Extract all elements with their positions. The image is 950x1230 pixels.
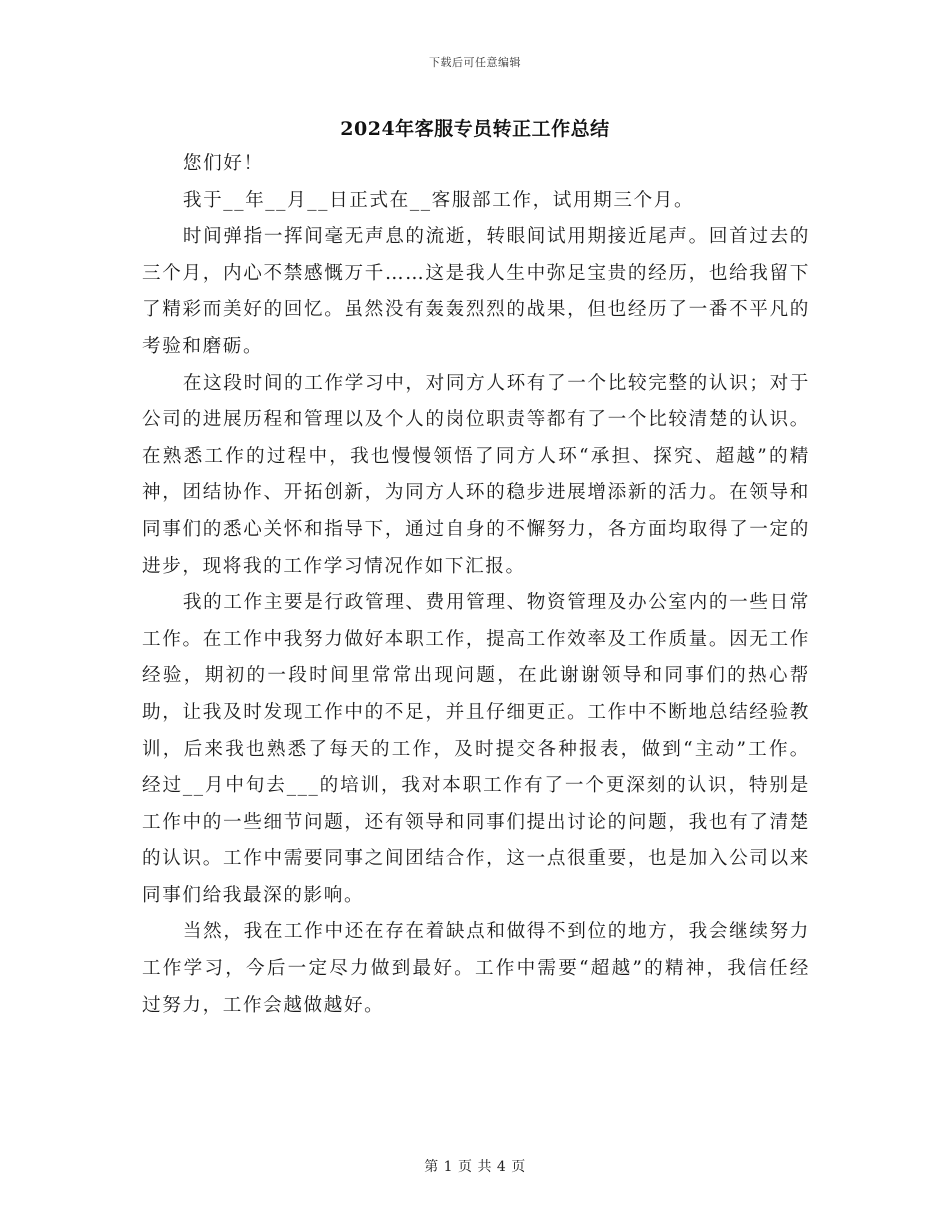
paragraph-greeting: 您们好！ xyxy=(182,153,264,174)
document-title: 2024年客服专员转正工作总结 xyxy=(340,118,610,140)
paragraph-shortcomings: 当然，我在工作中还在存在着缺点和做得不到位的地方，我会继续努力工作学习，今后一定尽力做到最好。工作中需要“超越”的精神，我信任经过努力，工作会越做越好。 xyxy=(142,921,810,1016)
page-header-note: 下载后可任意编辑 xyxy=(429,56,521,69)
paragraph-company-understanding: 在这段时间的工作学习中，对同方人环有了一个比较完整的认识；对于公司的进展历程和管理以及个人的岗位职责等都有了一个比较清楚的认识。在熟悉工作的过程中，我也慢慢领悟了同方人环“承担、探究、超越”的精神，团结协作、开拓创新，为同方人环的稳步进展增添新的活力。在领导和同事们的悉心关怀和指导下，通过自身的不懈努力，各方面均取得了一定的进步，现将我的工作学习情况作如下汇报。 xyxy=(142,372,810,577)
page-number: 第 1 页 共 4 页 xyxy=(424,1159,526,1175)
paragraph-reflection: 时间弹指一挥间毫无声息的流逝，转眼间试用期接近尾声。回首过去的三个月，内心不禁感慨万千……这是我人生中弥足宝贵的经历，也给我留下了精彩而美好的回忆。虽然没有轰轰烈烈的战果，但也经历了一番不平凡的考验和磨砺。 xyxy=(142,226,810,357)
document-body xyxy=(142,146,810,1024)
paragraph-start-date: 我于__年__月__日正式在__客服部工作，试用期三个月。 xyxy=(182,189,695,211)
paragraph-work-duties: 我的工作主要是行政管理、费用管理、物资管理及办公室内的一些日常工作。在工作中我努力做好本职工作，提高工作效率及工作质量。因无工作经验，期初的一段时间里常常出现问题，在此谢谢领导和同事们的热心帮助，让我及时发现工作中的不足，并且仔细更正。工作中不断地总结经验教训，后来我也熟悉了每天的工作，及时提交各种报表，做到“主动”工作。经过__月中旬去___的培训，我对本职工作有了一个更深刻的认识，特别是工作中的一些细节问题，还有领导和同事们提出讨论的问题，我也有了清楚的认识。工作中需要同事之间团结合作，这一点很重要，也是加入公司以来同事们给我最深的影响。 xyxy=(142,592,810,906)
